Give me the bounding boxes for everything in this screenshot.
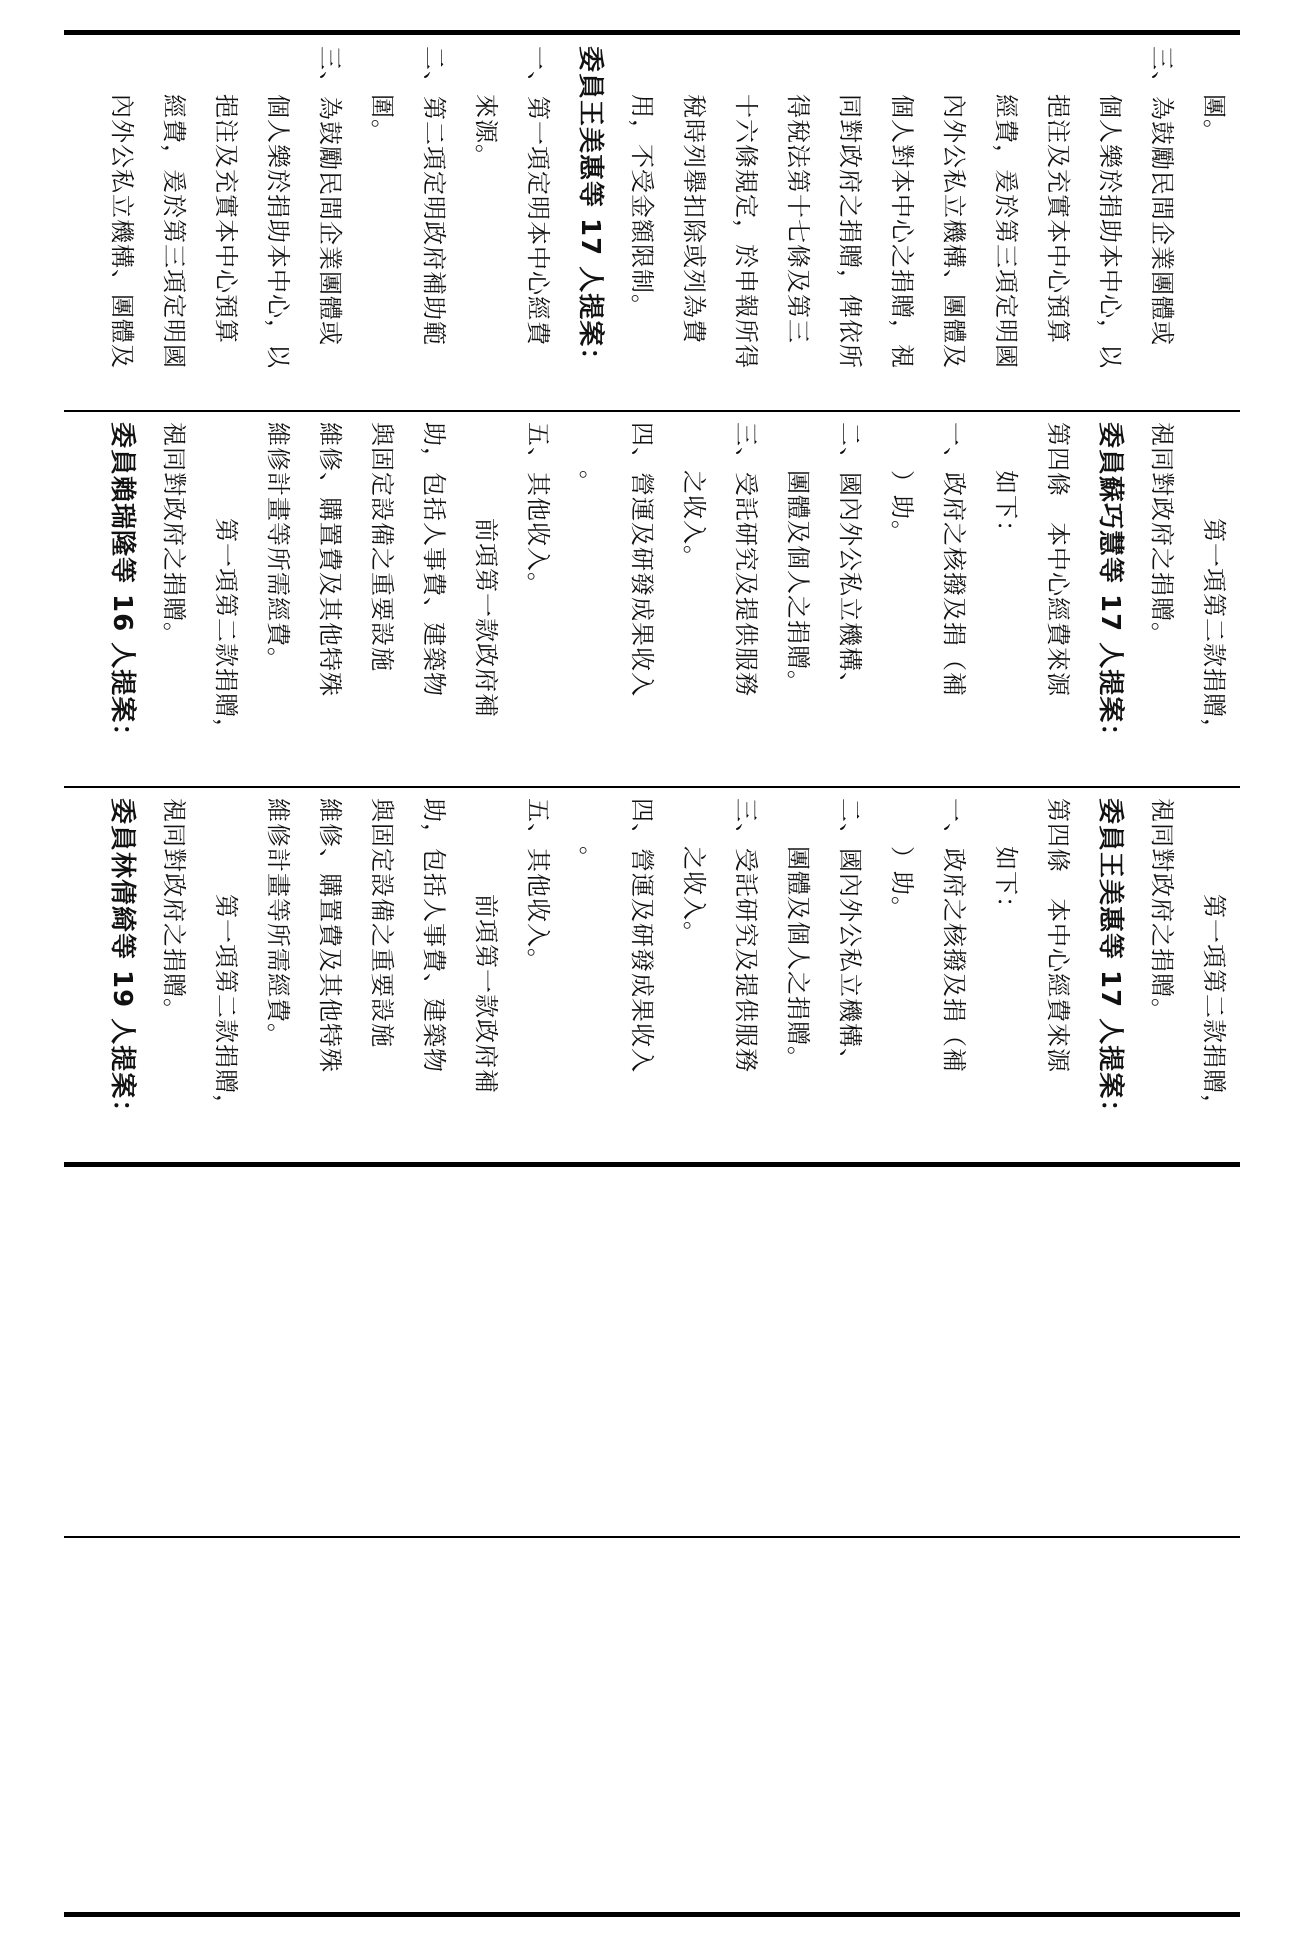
text-line: 個人樂於捐助本中心，以 — [1096, 94, 1124, 369]
text-line: 維修、購置費及其他特殊 — [316, 798, 344, 1073]
text-line: 第一項第二款捐贈， — [1200, 518, 1228, 743]
text-line: 助，包括人事費、建築物 — [420, 422, 448, 697]
text-line: 與固定設備之重要設施 — [368, 422, 396, 672]
text-line: 之收入。 — [680, 470, 708, 570]
text-line: 維修、購置費及其他特殊 — [316, 422, 344, 697]
text-line: 一、第一項定明本中心經費 — [524, 46, 552, 346]
text-line: 第一項第二款捐贈， — [212, 894, 240, 1119]
text-line: 個人樂於捐助本中心，以 — [264, 94, 292, 369]
text-line: 團體及個人之捐贈。 — [784, 846, 812, 1071]
text-line: 用，不受金額限制。 — [628, 94, 656, 319]
text-line: 第四條 本中心經費來源 — [1044, 422, 1072, 697]
text-line: 經費，爰於第三項定明國 — [160, 94, 188, 369]
text-line: 內外公私立機構、團體及 — [940, 94, 968, 369]
text-line: 團體及個人之捐贈。 — [784, 470, 812, 695]
text-line: 。 — [576, 846, 604, 871]
text-line: 視同對政府之捐贈。 — [160, 422, 188, 647]
text-line: 三、為鼓勵民間企業團體或 — [1148, 46, 1176, 346]
text-line: 一、政府之核撥及捐（補 — [940, 422, 968, 697]
text-line: ）助。 — [888, 470, 916, 545]
text-line: 十六條規定，於申報所得 — [732, 94, 760, 369]
text-line: ）助。 — [888, 846, 916, 921]
text-line: 圍。 — [368, 94, 396, 144]
rotated-table — [64, 36, 1240, 1164]
text-line: 稅時列舉扣除或列為費 — [680, 94, 708, 344]
text-line: 五、其他收入。 — [524, 422, 552, 597]
text-line: 一、政府之核撥及捐（補 — [940, 798, 968, 1073]
text-line: 之收入。 — [680, 846, 708, 946]
text-line: 視同對政府之捐贈。 — [1148, 422, 1176, 647]
text-line: 視同對政府之捐贈。 — [1148, 798, 1176, 1023]
text-line: 內外公私立機構、團體及 — [108, 94, 136, 369]
text-line: 如下： — [992, 470, 1020, 545]
page-bottom-rule — [64, 1912, 1240, 1917]
panel-middle — [64, 412, 1240, 788]
text-line: 如下： — [992, 846, 1020, 921]
panel-bottom — [64, 788, 1240, 1164]
text-line: 三、受託研究及提供服務 — [732, 422, 760, 697]
text-line: 二、第二項定明政府補助範 — [420, 46, 448, 346]
text-line: 二、國內外公私立機構、 — [836, 422, 864, 697]
text-line: 助，包括人事費、建築物 — [420, 798, 448, 1073]
text-line: 視同對政府之捐贈。 — [160, 798, 188, 1023]
text-line: 同對政府之捐贈，俾依所 — [836, 94, 864, 369]
text-line: 來源。 — [472, 94, 500, 169]
text-line: 維修計畫等所需經費。 — [264, 422, 292, 672]
text-line: 五、其他收入。 — [524, 798, 552, 973]
proposal-heading: 委員賴瑞隆等 16 人提案： — [107, 422, 137, 751]
text-line: 四、營運及研發成果收入 — [628, 798, 656, 1073]
text-line: 經費，爰於第三項定明國 — [992, 94, 1020, 369]
text-line: 挹注及充實本中心預算 — [212, 94, 240, 344]
text-line: 挹注及充實本中心預算 — [1044, 94, 1072, 344]
panel-top — [64, 36, 1240, 412]
text-line: 。 — [576, 470, 604, 495]
text-line: 第四條 本中心經費來源 — [1044, 798, 1072, 1073]
text-line: 得稅法第十七條及第三 — [784, 94, 812, 344]
text-line: 個人對本中心之捐贈，視 — [888, 94, 916, 369]
text-line: 與固定設備之重要設施 — [368, 798, 396, 1048]
panel-separator — [64, 410, 1240, 412]
text-line: 四、營運及研發成果收入 — [628, 422, 656, 697]
lower-divider-rule — [64, 1536, 1240, 1538]
top-border-rule — [64, 30, 1240, 35]
text-line: 二、國內外公私立機構、 — [836, 798, 864, 1073]
text-line: 第一項第二款捐贈， — [1200, 894, 1228, 1119]
proposal-heading: 委員王美惠等 17 人提案： — [575, 46, 605, 375]
text-line: 維修計畫等所需經費。 — [264, 798, 292, 1048]
text-line: 前項第一款政府補 — [472, 894, 500, 1094]
text-line: 第一項第二款捐贈， — [212, 518, 240, 743]
text-line: 三、受託研究及提供服務 — [732, 798, 760, 1073]
rotated-table-area — [64, 36, 1240, 1164]
text-line: 團。 — [1200, 94, 1228, 144]
proposal-heading: 委員林倩綺等 19 人提案： — [107, 798, 137, 1127]
text-line: 三、為鼓勵民間企業團體或 — [316, 46, 344, 346]
text-line: 前項第一款政府補 — [472, 518, 500, 718]
proposal-heading: 委員蘇巧慧等 17 人提案： — [1095, 422, 1125, 751]
panel-separator — [64, 786, 1240, 788]
proposal-heading: 委員王美惠等 17 人提案： — [1095, 798, 1125, 1127]
